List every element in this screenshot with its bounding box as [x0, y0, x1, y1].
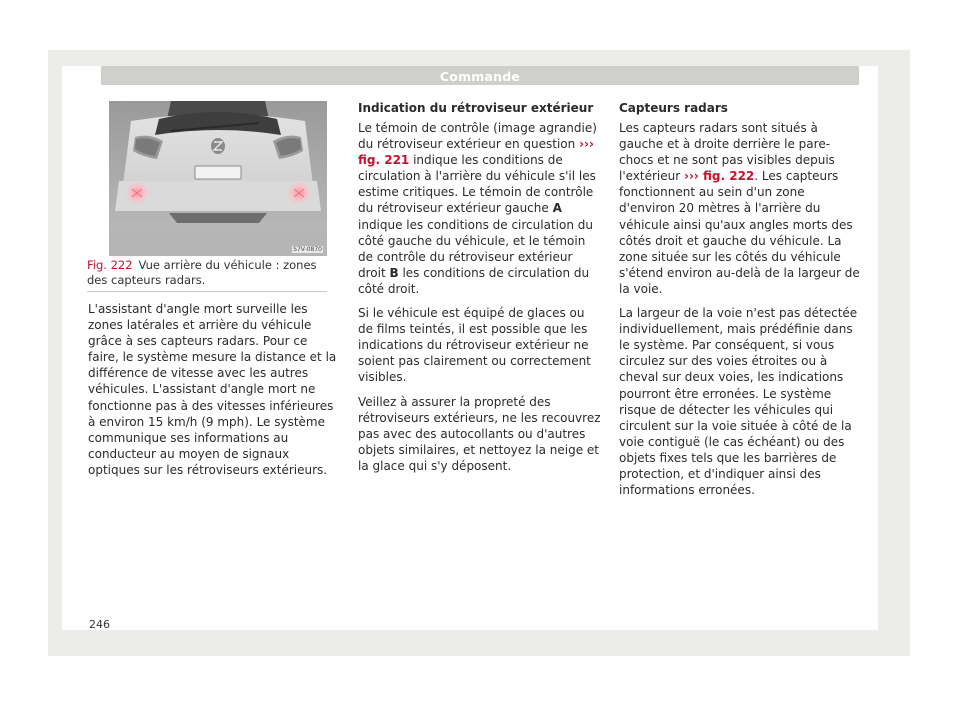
intro-paragraph: L'assistant d'angle mort surveille les zones latérales et arrière du véhicule grâce à ses capteurs radars. Pour ce faire, le système mesure la distance et la différence de vitesse avec les autres véhicules. L'assistant d'angle mort ne fonctionne pas à des vitesses inférieures à environ 15 km/h (9 mph). Le système communique ses informations au conducteur au moyen de signaux optiques sur les rétroviseurs extérieurs.: [88, 302, 337, 477]
text-run: les conditions de circulation du côté droit.: [358, 265, 590, 296]
text-run: Le témoin de contrôle (image agrandie) du rétroviseur extérieur en question: [358, 121, 597, 152]
figure-code: S7V-0870: [293, 246, 322, 253]
tinted-glass-paragraph: Si le véhicule est équipé de glaces ou de films teintés, il est possible que les indications du rétroviseur extérieur ne soient pas clairement ou correctement visibles.: [358, 306, 591, 385]
column-right: [619, 100, 864, 506]
vehicle-rear-illustration: [109, 101, 327, 256]
section-header: [101, 66, 859, 85]
page-number: 246: [89, 618, 110, 631]
mirror-indication-heading: Indication du rétroviseur extérieur: [358, 101, 594, 115]
section-title: Commande: [439, 69, 521, 84]
text-run: indique les conditions de circulation à l'arrière du véhicule s'il les estime critiques. Le témoin de contrôle du rétroviseur extérieur gauche: [358, 153, 596, 216]
text-run: . Les capteurs fonctionnent au sein d'un zone d'environ 20 mètres à l'arrière du véhicule ainsi qu'aux angles morts des côtés droit et gauche du véhicule. La zone située sur les côtés du véhicule s'étend environ au-delà de la largeur de la voie.: [619, 169, 860, 296]
text-run: indique les conditions de circulation du côté gauche du véhicule, et le témoin de contrôle du rétroviseur extérieur droit: [358, 217, 593, 280]
column-middle: [358, 100, 602, 482]
mirror-cleaning-paragraph: Veillez à assurer la propreté des rétroviseurs extérieurs, ne les recouvrez pas avec des autocollants ou d'autres objets similaires, et nettoyez la neige et la glace qui s'y déposent.: [358, 394, 601, 473]
column-left: [88, 301, 338, 486]
mirror-indication-paragraph: [358, 120, 602, 297]
radar-sensors-heading: Capteurs radars: [619, 101, 728, 115]
figure-caption-text: Vue arrière du véhicule : zones des capteurs radars.: [87, 258, 317, 287]
figure-reference-link[interactable]: ››› fig. 222: [684, 169, 755, 184]
figure-caption: [87, 258, 337, 288]
radar-sensors-paragraph: [619, 120, 864, 297]
text-run: Les capteurs radars sont situés à gauche et à droite derrière le pare-chocs et ne sont pas visibles depuis l'extérieur: [619, 121, 835, 184]
caption-divider: [87, 291, 327, 292]
label-a: A: [552, 201, 562, 216]
lane-width-paragraph: La largeur de la voie n'est pas détectée individuellement, mais prédéfinie dans le système. Par conséquent, si vous circulez sur des voies étroites ou à cheval sur deux voies, les indications pourront être erronées. Le système risque de détecter les véhicules qui circulent sur la voie située à côté de la voie contiguë (le cas échéant) ou des objets fixes tels que les barrières de protection, et d'indiquer ainsi des informations erronées.: [619, 306, 858, 498]
figure-reference-link[interactable]: ››› fig. 221: [358, 137, 594, 168]
label-b: B: [389, 265, 399, 280]
figure-label: Fig. 222: [87, 258, 133, 272]
